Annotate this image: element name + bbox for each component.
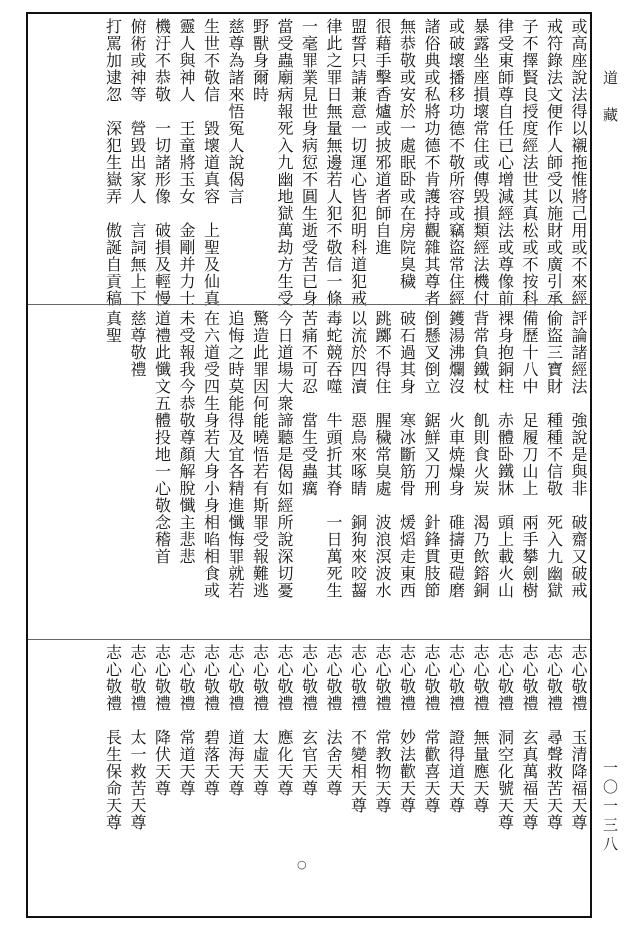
- columns-middle: [32, 310, 586, 635]
- text-column: 諸俗典或私將功德不肯護持觀雜其尊者: [422, 18, 441, 307]
- text-column: 志心敬禮 常道天尊: [177, 644, 196, 797]
- text-column: 志心敬禮 無量應天尊: [471, 644, 490, 814]
- text-column: 背常負鐵杖 飢則食火炭 渴乃飲鎔銅: [471, 310, 490, 599]
- text-column: 當受蟲廟病報死入九幽地獄萬劫方生受: [275, 18, 294, 307]
- text-column: 志心敬禮 不變相天尊: [348, 644, 368, 814]
- columns-lower: [32, 644, 586, 914]
- text-column: 志心敬禮 常教物天尊: [373, 644, 392, 814]
- text-column: 苦痛不可忍 當生受蟲癘: [299, 310, 319, 497]
- text-column: 俯術或神等 營毀出家人 言詞無上下: [128, 18, 147, 307]
- text-column: 律受東師尊自任已心增減經法或尊像前: [495, 18, 515, 307]
- text-column: 慈尊為諸來悟冤人說偈言: [226, 18, 245, 205]
- text-column: 評論諸經法 強說是與非 破齋又破戒: [569, 310, 588, 599]
- section-divider: [28, 304, 590, 305]
- text-column: 追悔之時莫能得及宜各精進懺悔罪就若: [226, 310, 245, 599]
- text-column: 或高座說法得以襯拖惟將己用或不來經: [569, 18, 588, 307]
- text-column: 或破壞播移功德不敬所容或竊盜常住經: [446, 18, 466, 307]
- columns-upper: [32, 18, 588, 307]
- text-column: 子不擇賢良授度經法世其真松或不按科: [520, 18, 539, 307]
- text-column: 盟誓只請兼意一切運心皆犯明科道犯戒: [348, 18, 368, 307]
- text-column: 志心敬禮 玉清降福天尊: [569, 644, 588, 831]
- page-number: 一〇一三八: [601, 760, 619, 855]
- text-column: 戒符錄法文便作人師受以施財或廣引承: [544, 18, 564, 307]
- text-block-upper: [32, 18, 588, 307]
- page-mark: ○: [297, 858, 307, 871]
- text-column: 志心敬禮 尋聲救苦天尊: [544, 644, 564, 831]
- text-column: 無恭敬或安於一處眠卧或在房院臭穢: [397, 18, 417, 290]
- text-column: 志心敬禮 道海天尊: [226, 644, 245, 797]
- text-column: 志心敬禮 常歡喜天尊: [422, 644, 441, 814]
- text-block-lower: [32, 644, 586, 914]
- text-column: 在六道受四生身若大身小身相啗相食或: [201, 310, 221, 599]
- text-column: 志心敬禮 證得道天尊: [446, 644, 466, 814]
- text-column: 暴露坐座損壞常住或傳毁損類經法機付: [471, 18, 490, 307]
- text-column: 很藉手擊香爐或披邪道者師自進: [373, 18, 392, 256]
- text-column: 一毫罪業見世身病愆不圓生逝受苦已身: [299, 18, 319, 307]
- text-column: 道禮此懺文五體投地一心敬念稽首: [152, 310, 172, 565]
- text-block-middle: [32, 310, 586, 635]
- text-column: 志心敬禮 應化天尊: [275, 644, 294, 797]
- section-divider: [28, 639, 590, 640]
- text-column: 破石過其身 寒冰斷筋骨 煖熖走東西: [397, 310, 417, 599]
- text-column: 打罵加逮忽 深犯生嶽弄 傲誕自貢稿: [103, 18, 123, 307]
- page-frame: [26, 12, 592, 918]
- margin-title: 道藏: [601, 70, 619, 144]
- text-column: 備歷十八中 足履刀山上 兩手攀劍樹: [520, 310, 539, 599]
- text-column: 志心敬禮 長生保命天尊: [103, 644, 123, 831]
- text-column: 志心敬禮 妙法歡天尊: [397, 644, 417, 814]
- text-column: 倒懸叉倒立 鋸鮮又刀刑 針鋒貫肢節: [422, 310, 441, 599]
- text-column: 裸身抱銅柱 赤體卧鐵牀 頭上載火山: [495, 310, 515, 599]
- text-column: 真聖: [103, 310, 123, 344]
- text-column: 志心敬禮 洞空化號天尊: [495, 644, 515, 831]
- text-column: 志心敬禮 法舍天尊: [324, 644, 343, 797]
- text-column: 鑊湯沸爛沒 火車焼燥身 碓擣更磑磨: [446, 310, 466, 599]
- text-column: 志心敬禮 降伏天尊: [152, 644, 172, 797]
- text-column: 今日道場大衆諦聽是偈如經所說深切憂: [275, 310, 294, 599]
- text-column: 驚造此罪因何能曉悟若有斯罪受報難逃: [250, 310, 270, 599]
- text-column: 靈人與神人 王童將玉女 金剛并力士: [177, 18, 196, 307]
- text-column: 志心敬禮 太虛天尊: [250, 644, 270, 797]
- text-column: 跳躑不得住 腥穢常臭處 波浪溟波水: [373, 310, 392, 599]
- text-column: 志心敬禮 玄官天尊: [299, 644, 319, 797]
- text-column: 慈尊敬禮: [128, 310, 147, 378]
- text-column: 志心敬禮 碧落天尊: [201, 644, 221, 797]
- text-column: 偷盜三寶財 種種不信敬 死入九幽獄: [544, 310, 564, 599]
- text-column: 律此之罪日無量無邊若人犯不敬信一條: [324, 18, 343, 307]
- text-column: 以流於四瀆 惡鳥來啄睛 銅狗來咬齧: [348, 310, 368, 599]
- text-column: 機汙不恭敬 一切諸形像 破損及輕慢: [152, 18, 172, 307]
- text-column: 生世不敬信 毀壞道真容 上聖及仙真: [201, 18, 221, 307]
- text-column: 志心敬禮 太一救苦天尊: [128, 644, 147, 831]
- text-column: 志心敬禮 玄真萬福天尊: [520, 644, 539, 831]
- text-column: 毒蛇競吞噬 牛頭折其脊 一日萬死生: [324, 310, 343, 599]
- text-column: 未受報我今恭敬尊顏解脫懺主悲悲: [177, 310, 196, 565]
- text-column: 野獸身爾時: [250, 18, 270, 103]
